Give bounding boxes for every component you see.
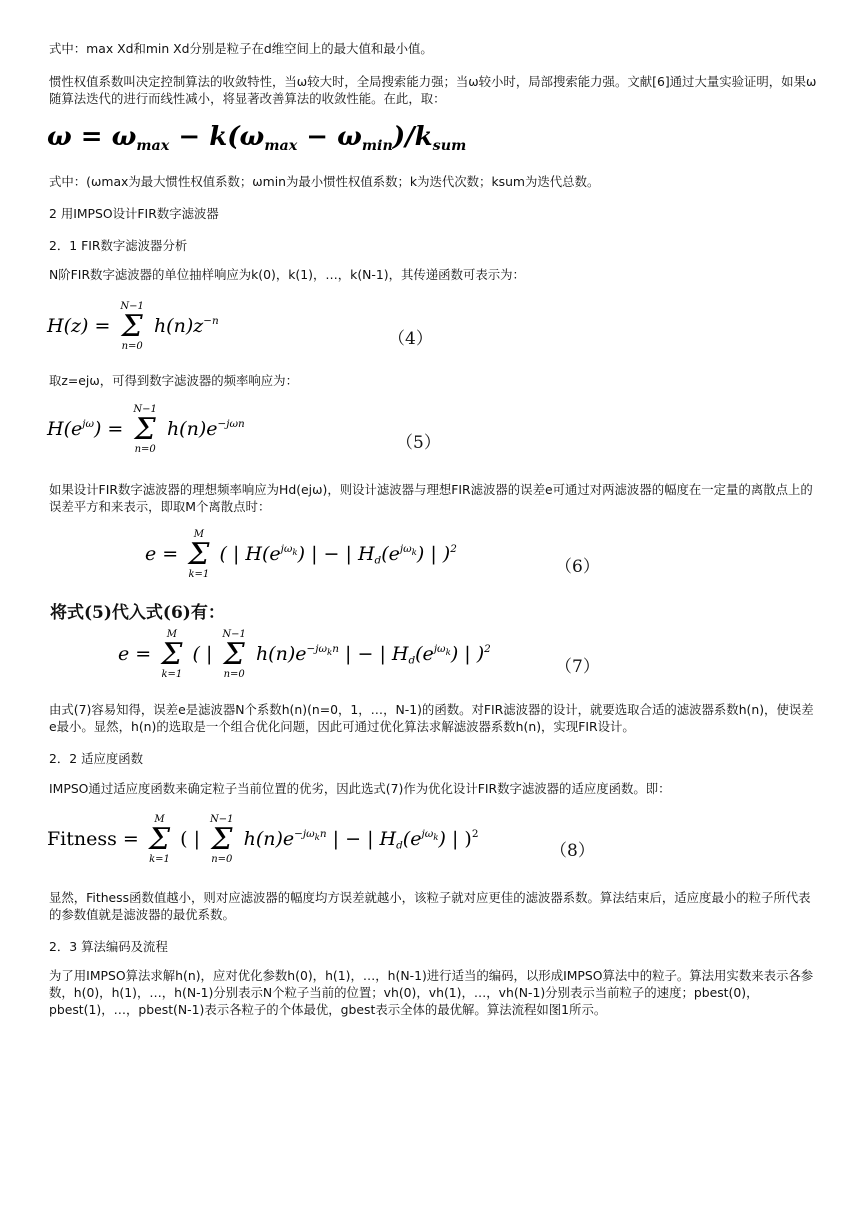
- equation-omega: $\omega = \omega_{max} - k(\omega_{max} - \omega_{min})/k_{sum}$: [47, 122, 467, 154]
- paragraph-6: 如果设计FIR数字滤波器的理想频率响应为Hd(ejω)，则设计滤波器与理想FIR滤波器的误差e可通过对两滤波器的幅度在一定量的离散点上的误差平方和来表示，即取M个离散点时：: [49, 482, 813, 514]
- sum-lower: n=0: [211, 854, 233, 865]
- equation-4: H(z) = N−1 Σ n=0 $h(n)z^{-n}$: [47, 301, 219, 352]
- paragraph-4: N阶FIR数字滤波器的单位抽样响应为k(0)，k(1)，…，k(N-1)，其传递函数可表示为：: [49, 267, 525, 282]
- paragraph-10: 为了用IMPSO算法求解h(n)，应对优化参数h(0)，h(1)，…，h(N-1)进行适当的编码，以形成IMPSO算法中的粒子。算法用实数来表示各参数，h(0)，h(1)，…，h(N-1)分别表示N个粒子当前的位置；vh(0)，vh(1)，…，vh(N-1)分别表示当前粒子的速度；pbest(0)，pbest(1)，…，pbest(N-1)表示各粒子的个体最优，gbest表示全体的最优解。算法流程如图1所示。: [49, 968, 814, 1017]
- equation-8: Fitness = M Σ k=1 ( | N−1 Σ n=0 $h(n)e^{-j\omega_kn}$ | − | $H_d(e^{j\omega_k})$ | )$^2$: [47, 814, 479, 865]
- sum-upper: M: [154, 814, 165, 825]
- sum-symbol: N−1 Σ n=0: [133, 404, 157, 455]
- sum-symbol: N−1 Σ n=0: [210, 814, 234, 865]
- eq-sub: min: [361, 138, 393, 154]
- sum-lower: k=1: [161, 669, 183, 680]
- eq-sub: max: [264, 138, 298, 154]
- heading-2-2: 2．2 适应度函数: [49, 751, 144, 766]
- eq-text: ω = ω: [47, 122, 137, 152]
- fitness-label: Fitness: [47, 828, 117, 850]
- sum-upper: N−1: [133, 404, 157, 415]
- eq-sub: sum: [432, 138, 467, 154]
- equation-number-8: （8）: [550, 841, 595, 861]
- heading-2: 2 用IMPSO设计FIR数字滤波器: [49, 206, 219, 221]
- equation-number-5: （5）: [396, 433, 441, 453]
- paragraph-2: 惯性权值系数叫决定控制算法的收敛特性，当ω较大时，全局搜索能力强；当ω较小时，局部搜索能力强。文献[6]通过大量实验证明，如果ω随算法迭代的进行而线性减小，将显著改善算法的收敛性能。在此，取：: [49, 74, 817, 106]
- sum-symbol: M Σ k=1: [148, 814, 171, 865]
- paragraph-3: 式中：(ωmax为最大惯性权值系数；ωmin为最小惯性权值系数；k为迭代次数；ksum为迭代总数。: [49, 174, 600, 189]
- paragraph-8: IMPSO通过适应度函数来确定粒子当前位置的优劣，因此选式(7)作为优化设计FIR数字滤波器的适应度函数。即：: [49, 781, 671, 796]
- paragraph-7: 由式(7)容易知得，误差e是滤波器N个系数h(n)(n=0，1，…，N-1)的函数。对FIR滤波器的设计，就要选取合适的滤波器系数h(n)，使误差e最小。显然，h(n)的选取是一个组合优化问题，因此可通过优化算法求解滤波器系数h(n)，实现FIR设计。: [49, 702, 814, 734]
- equation-6: e = M Σ k=1 ( | $H(e^{j\omega_k})$ | − | $H_d(e^{j\omega_k})$ | )$^2$: [145, 529, 457, 580]
- sum-upper: M: [166, 629, 177, 640]
- eq-sub: max: [136, 138, 170, 154]
- heading-2-3: 2．3 算法编码及流程: [49, 939, 168, 954]
- sum-symbol: M Σ k=1: [161, 629, 183, 680]
- equation-number-6: （6）: [555, 557, 600, 577]
- paragraph-1: 式中：max Xd和min Xd分别是粒子在d维空间上的最大值和最小值。: [49, 41, 433, 56]
- sum-symbol: N−1 Σ n=0: [222, 629, 246, 680]
- sum-lower: n=0: [134, 444, 156, 455]
- equation-5: $H(e^{j\omega})$ = N−1 Σ n=0 $h(n)e^{-j\omega n}$: [47, 404, 245, 455]
- paragraph-9: 显然，Fithess函数值越小，则对应滤波器的幅度均方误差就越小，该粒子就对应更佳的滤波器系数。算法结束后，适应度最小的粒子所代表的参数值就是滤波器的最优系数。: [49, 890, 811, 922]
- sum-upper: N−1: [120, 301, 144, 312]
- heading-2-1: 2．1 FIR数字滤波器分析: [49, 238, 188, 253]
- sum-upper: N−1: [210, 814, 234, 825]
- sum-upper: N−1: [222, 629, 246, 640]
- sum-lower: k=1: [188, 569, 210, 580]
- equation-7: e = M Σ k=1 ( | N−1 Σ n=0 $h(n)e^{-j\omega_kn}$ | − | $H_d(e^{j\omega_k})$ | )$^2$: [118, 629, 491, 680]
- sum-symbol: M Σ k=1: [188, 529, 210, 580]
- sum-symbol: N−1 Σ n=0: [120, 301, 144, 352]
- sum-lower: n=0: [121, 341, 143, 352]
- equation-number-4: （4）: [388, 329, 433, 349]
- sum-upper: M: [193, 529, 204, 540]
- paragraph-5: 取z=ejω，可得到数字滤波器的频率响应为：: [49, 373, 298, 388]
- equation-number-7: （7）: [555, 657, 600, 677]
- substitute-label: 将式(5)代入式(6)有：: [50, 603, 225, 623]
- sum-lower: k=1: [149, 854, 170, 865]
- sum-lower: n=0: [223, 669, 245, 680]
